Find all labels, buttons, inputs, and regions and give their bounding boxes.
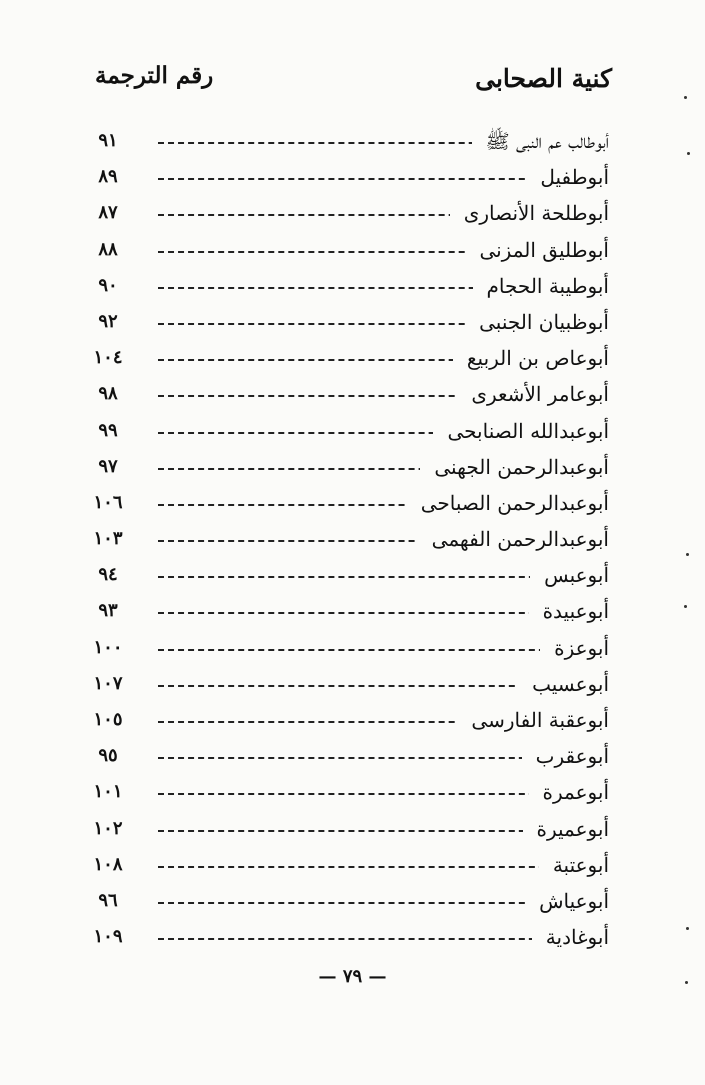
index-entry	[0, 595, 705, 631]
entry-number: ١٠١	[93, 781, 123, 803]
index-entry	[0, 813, 705, 849]
index-entry	[0, 559, 705, 595]
entry-name: أبوعبدالرحمن الصباحى	[407, 489, 609, 517]
index-entry	[0, 234, 705, 270]
entry-number: ٩٨	[98, 383, 118, 405]
index-entry	[0, 668, 705, 704]
margin-mark	[686, 553, 689, 556]
index-entry	[0, 415, 705, 451]
margin-mark	[684, 605, 687, 608]
index-entry	[0, 306, 705, 342]
entry-name: أبوعقبة الفارسى	[457, 706, 609, 734]
entry-number: ١٠٧	[93, 672, 123, 694]
entry-number: ٩٢	[98, 310, 118, 332]
entry-name: أبوعامر الأشعرى	[457, 380, 609, 408]
entry-name: أبوغادية	[532, 923, 609, 951]
column-header-number: رقم الترجمة	[95, 62, 214, 89]
entry-name: أبوظبيان الجنبى	[465, 308, 609, 336]
entry-name: أبوعميرة	[523, 815, 610, 843]
index-entry	[0, 125, 705, 161]
index-entry	[0, 921, 705, 957]
entry-number: ٩٦	[98, 889, 118, 911]
entry-number: ٩٣	[98, 600, 118, 622]
entry-name: أبوطلحة الأنصارى	[450, 199, 609, 227]
entry-number: ١٠٦	[93, 491, 123, 513]
column-header-name: كنية الصحابى	[475, 64, 612, 93]
index-entry	[0, 704, 705, 740]
index-entry	[0, 197, 705, 233]
entry-name: أبوعتبة	[539, 851, 609, 879]
entry-number: ٩٤	[98, 564, 118, 586]
entry-name: أبوعقرب	[522, 742, 609, 770]
entry-number: ٩٥	[98, 745, 118, 767]
entry-number: ٨٧	[98, 202, 118, 224]
entry-name: أبوعبس	[530, 561, 609, 589]
index-entry	[0, 487, 705, 523]
dotted-leader	[158, 866, 595, 868]
dotted-leader	[158, 938, 595, 940]
index-entry	[0, 849, 705, 885]
index-entry	[0, 632, 705, 668]
margin-mark	[685, 981, 688, 984]
entry-name: أبوطيبة الحجام	[473, 272, 609, 300]
entry-number: ٩٠	[98, 274, 118, 296]
index-entry	[0, 776, 705, 812]
entry-number: ١٠٠	[93, 636, 123, 658]
entry-number: ١٠٥	[93, 709, 123, 730]
margin-mark	[686, 927, 689, 930]
entry-number: ٩٩	[98, 419, 118, 441]
entry-name: أبوعسيب	[518, 670, 609, 698]
entry-number: ١٠٩	[93, 926, 123, 948]
entry-number: ١٠٢	[93, 817, 123, 839]
dotted-leader	[158, 649, 595, 651]
margin-mark	[687, 152, 690, 155]
margin-mark	[684, 96, 687, 99]
entry-number: ٩٧	[98, 455, 118, 477]
entry-name: أبوطليق المزنى	[465, 236, 609, 264]
entry-name: أبوعاص بن الربيع	[453, 344, 609, 372]
index-entry	[0, 161, 705, 197]
page-number: — ٧٩ —	[318, 966, 387, 987]
entry-number: ٩١	[98, 130, 118, 151]
index-entry	[0, 740, 705, 776]
entry-name: أبوعبدالرحمن الجهنى	[420, 453, 609, 481]
index-entry	[0, 270, 705, 306]
entry-number: ٨٨	[98, 238, 118, 260]
entry-name: أبوطالب عم النبى ﷺ	[472, 127, 610, 155]
entry-name: أبوعمرة	[529, 778, 609, 806]
index-entry	[0, 451, 705, 487]
entry-name: أبوعزة	[540, 634, 609, 662]
index-list	[0, 125, 705, 957]
index-entry	[0, 342, 705, 378]
entry-number: ٨٩	[98, 166, 118, 188]
entry-number: ١٠٤	[93, 347, 123, 369]
entry-number: ١٠٨	[93, 853, 123, 875]
index-entry	[0, 523, 705, 559]
entry-name: أبوعياش	[525, 887, 609, 915]
index-entry	[0, 885, 705, 921]
entry-name: أبوعبدالله الصنابحى	[433, 417, 609, 445]
entry-name: أبوعبدالرحمن الفهمى	[418, 525, 609, 553]
index-entry	[0, 378, 705, 414]
entry-name: أبوطفيل	[526, 163, 609, 191]
entry-name: أبوعبيدة	[529, 597, 609, 625]
entry-number: ١٠٣	[93, 528, 123, 550]
